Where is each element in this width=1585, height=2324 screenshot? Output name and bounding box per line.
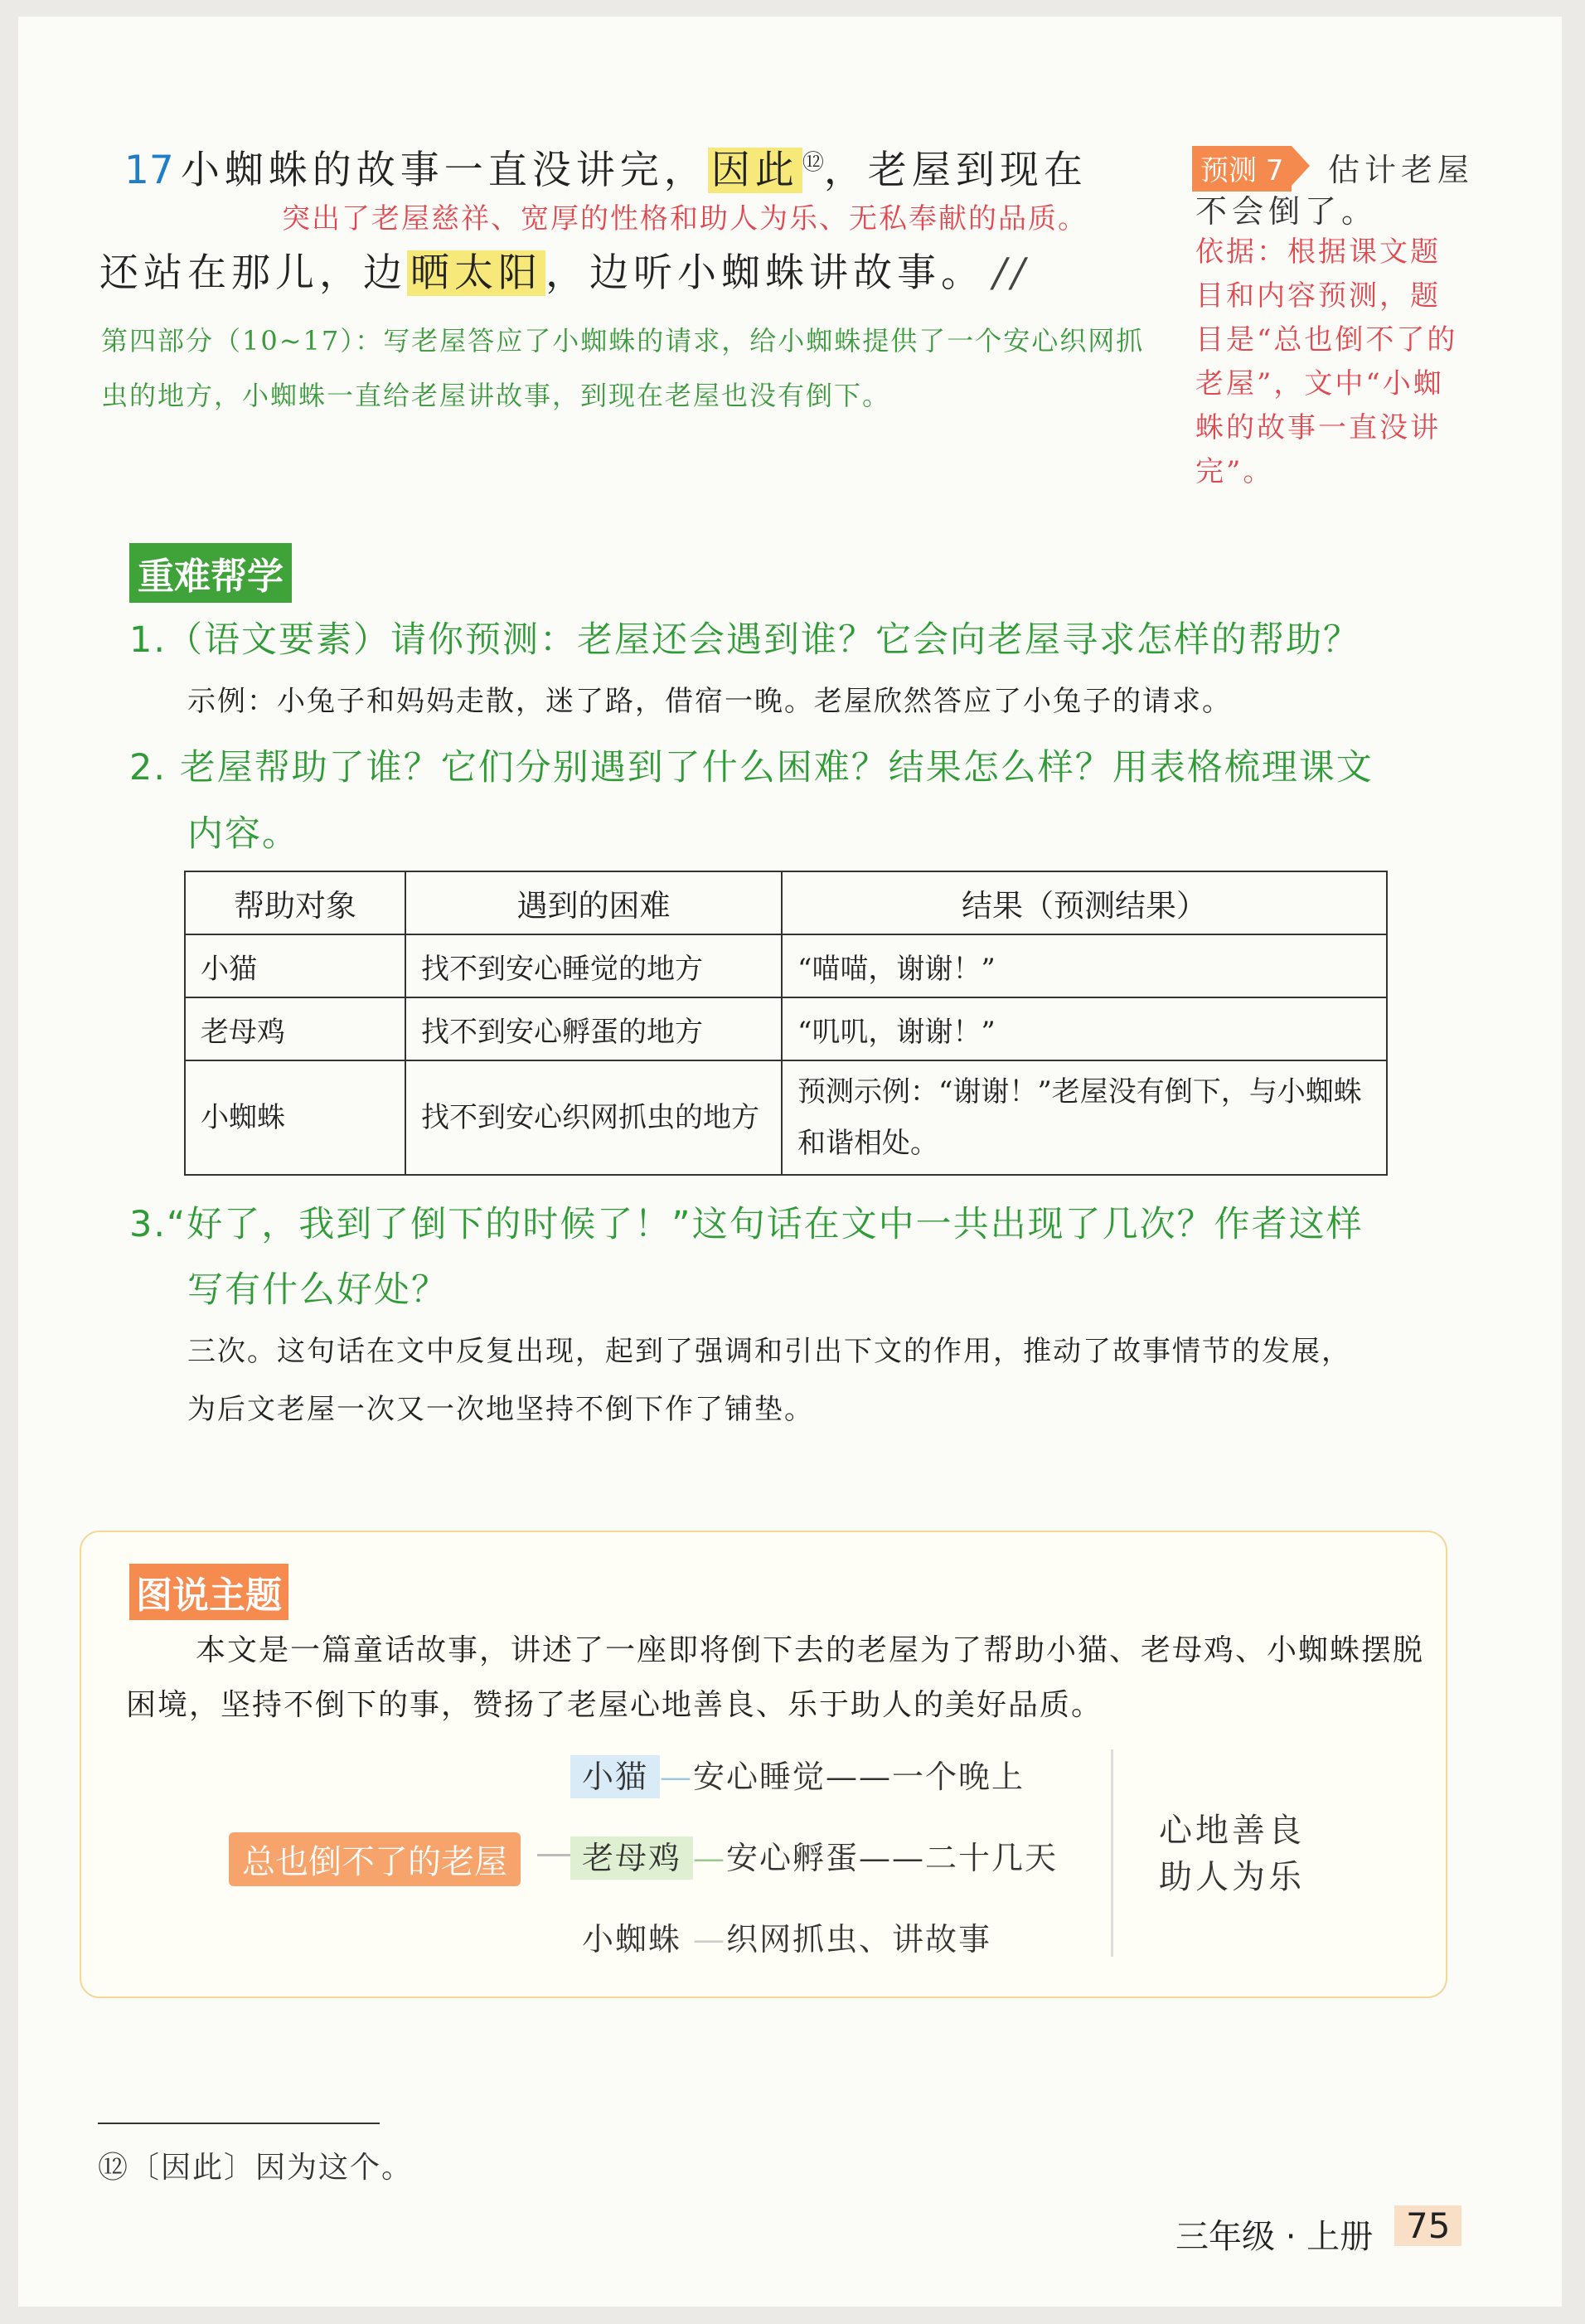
highlight-晒太阳: 晒太阳 — [407, 250, 545, 296]
quality-line: 助人为乐 — [1159, 1858, 1305, 1896]
table-header-cell: 结果（预测结果） — [782, 871, 1387, 934]
section-break-mark: // — [993, 250, 1030, 296]
connector-line — [537, 1854, 570, 1856]
paragraph-17-line2 — [99, 242, 1030, 298]
summary-table — [184, 871, 1388, 1176]
line1-post: ，老屋到现在 — [823, 148, 1088, 193]
mindmap-branch-3: 小蜘蛛 —织网抓虫、讲故事 — [570, 1914, 991, 1959]
branch-who: 老母鸡 — [570, 1836, 693, 1880]
table-header-row — [185, 871, 1387, 934]
table-cell: 小蜘蛛 — [185, 1060, 405, 1175]
mindmap-branch-2: 老母鸡 —安心孵蛋——二十几天 — [570, 1832, 1058, 1878]
table-cell: “喵喵，谢谢！” — [782, 934, 1387, 997]
part-summary: 第四部分（10~17）：写老屋答应了小蜘蛛的请求，给小蜘蛛提供了一个安心织网抓虫的地方，小蜘蛛一直给老屋讲故事，到现在老屋也没有倒下。 — [101, 325, 1145, 411]
answer-3-line2: 为后文老屋一次又一次地坚持不倒下作了铺垫。 — [187, 1393, 814, 1426]
prediction-text-2: 不会倒了。 — [1195, 193, 1379, 230]
branch-who: 小猫 — [570, 1755, 660, 1798]
paragraph-17-line1 — [124, 139, 1088, 195]
table-cell: “叽叽，谢谢！” — [782, 997, 1387, 1060]
page-number: 75 — [1394, 2205, 1461, 2246]
branch-rest: 织网抓虫、讲故事 — [726, 1921, 992, 1958]
question-2-line2: 内容。 — [187, 813, 299, 855]
footnote-mark: ⑫ — [802, 150, 824, 176]
branch-rest: 安心孵蛋——二十几天 — [726, 1840, 1059, 1876]
quality-line: 心地善良 — [1159, 1812, 1305, 1850]
highlight-因此: 因此 — [708, 148, 802, 193]
theme-description: 本文是一篇童话故事，讲述了一座即将倒下去的老屋为了帮助小猫、老母鸡、小蜘蛛摆脱困境，坚持不倒下的事，赞扬了老屋心地善良、乐于助人的美好品质。 — [126, 1633, 1425, 1722]
table-header-cell: 遇到的困难 — [405, 871, 782, 934]
table-cell: 找不到安心织网抓虫的地方 — [405, 1060, 782, 1175]
grade-label: 三年级 · 上册 — [1175, 2218, 1374, 2256]
question-2-line1: 2. 老屋帮助了谁？它们分别遇到了什么困难？结果怎么样？用表格梳理课文 — [129, 747, 1374, 788]
section-title-theme: 图说主题 — [129, 1564, 288, 1620]
prediction-basis: 依据：根据课文题目和内容预测，题目是“总也倒不了的老屋”，文中“小蜘蛛的故事一直没讲完”。 — [1195, 235, 1458, 488]
table-cell: 找不到安心孵蛋的地方 — [405, 997, 782, 1060]
question-3-line2: 写有什么好处？ — [187, 1269, 448, 1311]
table-header-cell: 帮助对象 — [185, 871, 405, 934]
table-row — [185, 1060, 1387, 1175]
section-title-help: 重难帮学 — [129, 543, 292, 603]
footnote-rule — [98, 2123, 380, 2124]
answer-1: 示例：小兔子和妈妈走散，迷了路，借宿一晚。老屋欣然答应了小兔子的请求。 — [187, 685, 1232, 718]
question-1: 1.（语文要素）请你预测：老屋还会遇到谁？它会向老屋寻求怎样的帮助？ — [129, 619, 1361, 661]
question-3-line1: 3.“好了，我到了倒下的时候了！”这句话在文中一共出现了几次？作者这样 — [129, 1204, 1364, 1245]
table-row — [185, 997, 1387, 1060]
table-row — [185, 934, 1387, 997]
theme-quality — [1159, 1807, 1305, 1900]
mindmap-root: 总也倒不了的老屋 — [229, 1832, 521, 1886]
branch-rest: 安心睡觉——一个晚上 — [693, 1759, 1025, 1795]
paragraph-number: 17 — [124, 148, 174, 193]
answer-3-line1: 三次。这句话在文中反复出现，起到了强调和引出下文的作用，推动了故事情节的发展， — [187, 1335, 1351, 1368]
line2-pre: 还站在那儿，边 — [99, 250, 407, 296]
prediction-text-1: 估计老屋 — [1328, 152, 1475, 188]
line2-post: ，边听小蜘蛛讲故事。 — [545, 250, 985, 296]
table-cell: 小猫 — [185, 934, 405, 997]
branch-who: 小蜘蛛 — [582, 1921, 682, 1958]
table-cell: 预测示例：“谢谢！”老屋没有倒下，与小蜘蛛和谐相处。 — [782, 1060, 1387, 1175]
line1-pre: 小蜘蛛的故事一直没讲完， — [180, 148, 708, 193]
table-cell: 找不到安心睡觉的地方 — [405, 934, 782, 997]
divider-line — [1111, 1749, 1113, 1957]
footnote: ⑫〔因此〕因为这个。 — [98, 2151, 414, 2185]
table-cell: 老母鸡 — [185, 997, 405, 1060]
prediction-badge: 预测 7 — [1192, 146, 1292, 192]
mindmap-branch-1: 小猫 —安心睡觉——一个晚上 — [570, 1751, 1025, 1797]
annotation-note: 突出了老屋慈祥、宽厚的性格和助人为乐、无私奉献的品质。 — [282, 202, 1088, 235]
